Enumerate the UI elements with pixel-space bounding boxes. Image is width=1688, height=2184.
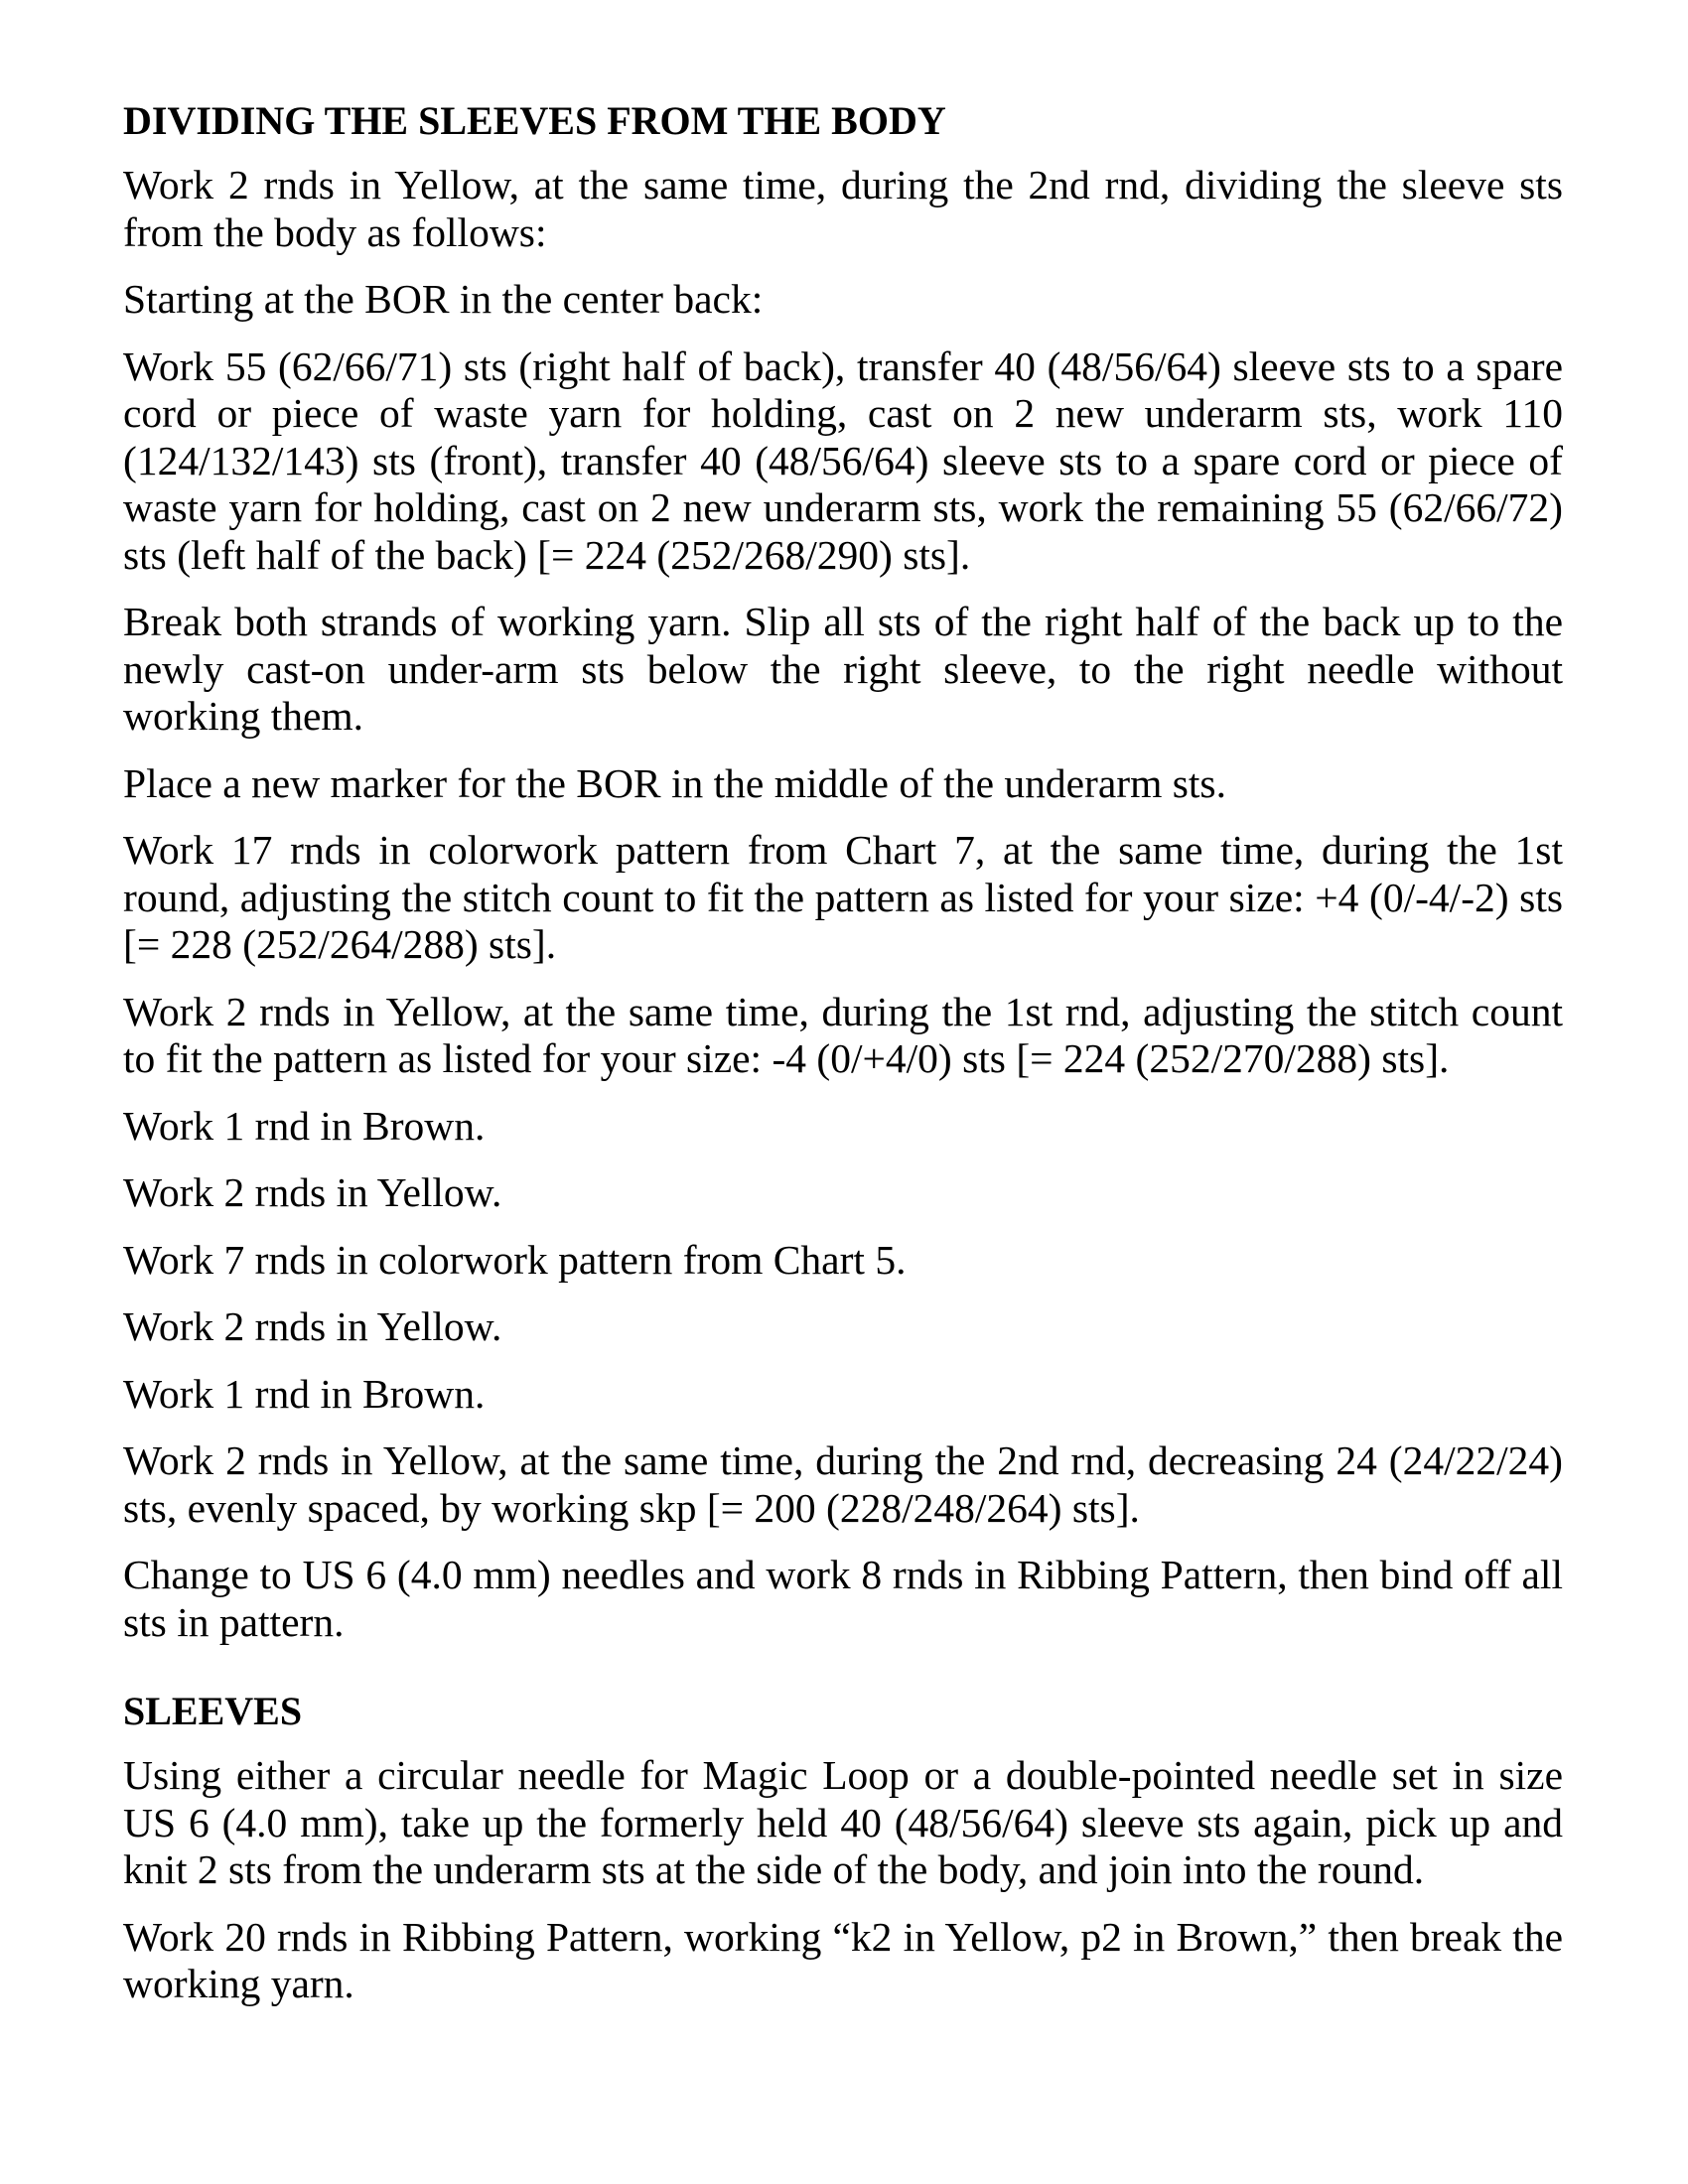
paragraph-yellow-1: Work 2 rnds in Yellow. xyxy=(123,1169,502,1215)
paragraph-break-strands: Break both strands of working yarn. Slip all sts of the right half of the back up to the newly cast-on under-arm sts below the right sleeve, to the right needle without working them. xyxy=(123,599,1563,739)
paragraph-chart-7: Work 17 rnds in colorwork pattern from Chart 7, at the same time, during the 1st round, adjusting the stitch count to fit the pattern as listed for your size: +4 (0/-4/-2) sts [= 228 (252/264/288) sts]. xyxy=(123,827,1563,967)
section-spacer xyxy=(123,1666,1563,1688)
paragraph-chart-5: Work 7 rnds in colorwork pattern from Chart 5. xyxy=(123,1236,907,1283)
paragraph-sleeve-pickup: Using either a circular needle for Magic Loop or a double-pointed needle set in size US 6 (4.0 mm), take up the formerly held 40 (48/56/64) sleeve sts again, pick up and knit 2 sts from the underarm sts at the side of the body, and join into the round. xyxy=(123,1752,1563,1892)
paragraph-yellow-adjust: Work 2 rnds in Yellow, at the same time, during the 1st rnd, adjusting the stitch count to fit the pattern as listed for your size: -4 (0/+4/0) sts [= 224 (252/270/288) sts]. xyxy=(123,988,1563,1081)
section-heading-sleeves: SLEEVES xyxy=(123,1689,303,1733)
paragraph-stitch-division: Work 55 (62/66/71) sts (right half of back), transfer 40 (48/56/64) sleeve sts to a spare cord or piece of waste yarn for holding, cast on 2 new underarm sts, work 110 (124/132/143) sts (front), transfer 40 (48/56/64) sleeve sts to a spare cord or piece of waste yarn for holding, cast on 2 new underarm sts, work the remaining 55 (62/66/72) sts (left half of the back) [= 224 (252/268/290) sts]. xyxy=(123,342,1563,578)
paragraph-sleeve-ribbing: Work 20 rnds in Ribbing Pattern, working “k2 in Yellow, p2 in Brown,” then break the working yarn. xyxy=(123,1913,1563,2006)
section-heading-dividing-sleeves: DIVIDING THE SLEEVES FROM THE BODY xyxy=(123,98,946,143)
paragraph-starting-point: Starting at the BOR in the center back: xyxy=(123,276,764,322)
paragraph-decrease: Work 2 rnds in Yellow, at the same time, during the 2nd rnd, decreasing 24 (24/22/24) sts, evenly spaced, by working skp [= 200 (228/248/264) sts]. xyxy=(123,1437,1563,1531)
paragraph-brown-1: Work 1 rnd in Brown. xyxy=(123,1102,486,1149)
paragraph-brown-2: Work 1 rnd in Brown. xyxy=(123,1370,486,1417)
paragraph-ribbing-bind-off: Change to US 6 (4.0 mm) needles and work 8 rnds in Ribbing Pattern, then bind off all sts in pattern. xyxy=(123,1552,1563,1645)
paragraph-yellow-2: Work 2 rnds in Yellow. xyxy=(123,1303,502,1349)
paragraph-intro: Work 2 rnds in Yellow, at the same time, during the 2nd rnd, dividing the sleeve sts from the body as follows: xyxy=(123,162,1563,255)
document-page xyxy=(123,97,1563,2028)
paragraph-place-marker: Place a new marker for the BOR in the middle of the underarm sts. xyxy=(123,759,1226,806)
